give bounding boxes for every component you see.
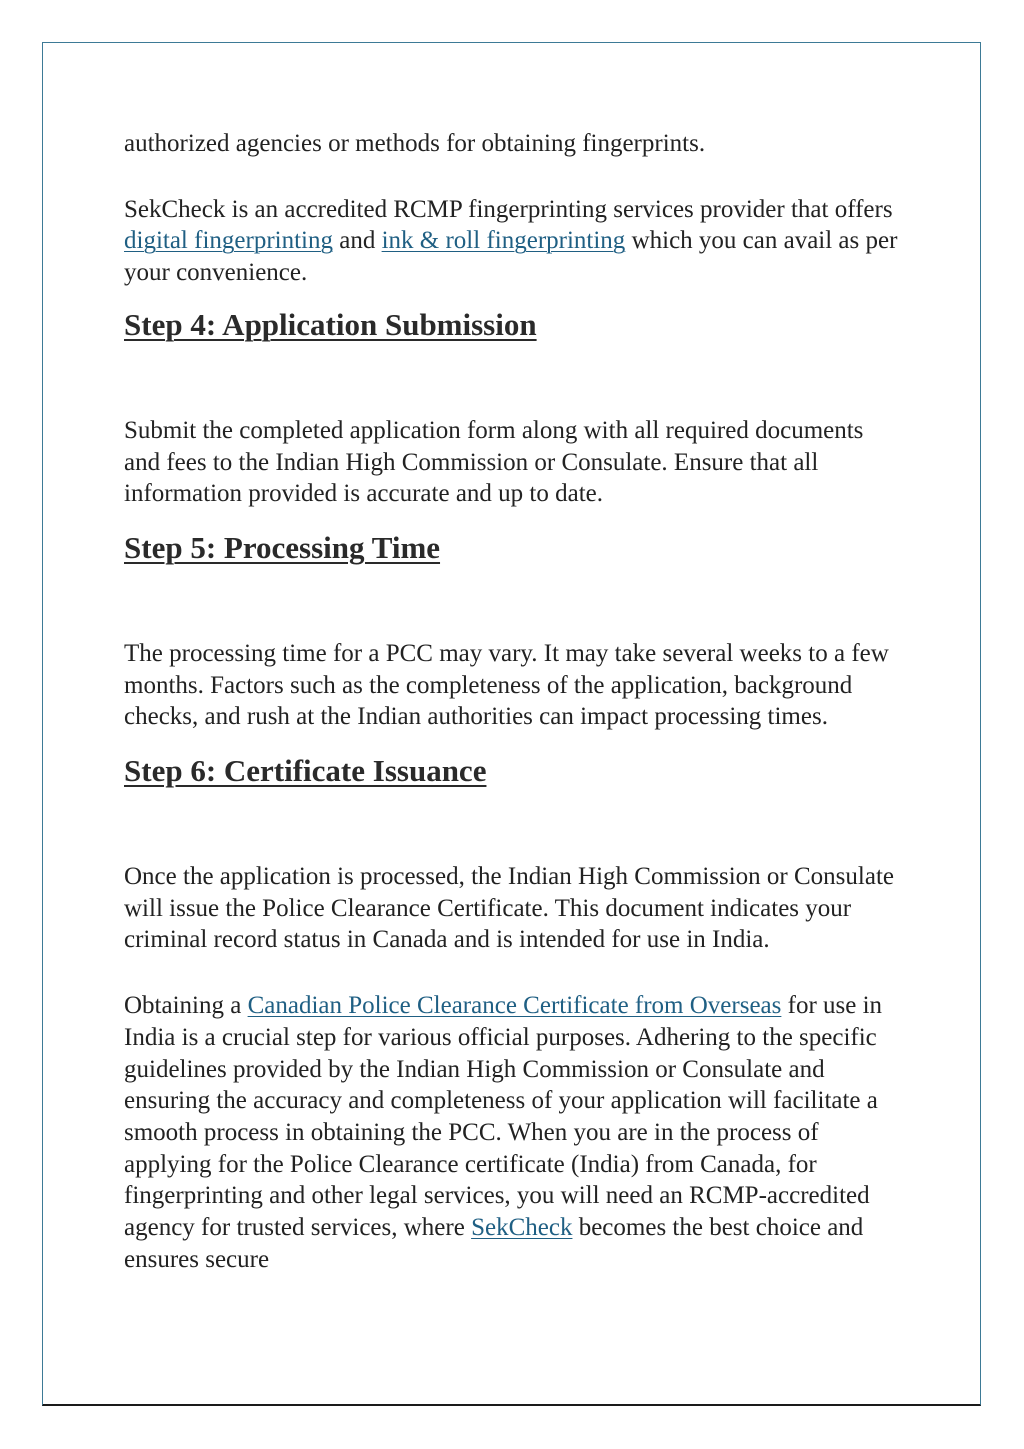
paragraph-fingerprint-methods: authorized agencies or methods for obtaining fingerprints. bbox=[124, 130, 706, 157]
link-ink-roll-fingerprinting[interactable]: ink & roll fingerprinting bbox=[381, 227, 626, 255]
link-canadian-pcc-overseas[interactable]: Canadian Police Clearance Certificate from Overseas bbox=[247, 992, 782, 1020]
link-digital-fingerprinting[interactable]: digital fingerprinting bbox=[124, 227, 333, 255]
paragraph-sekcheck-intro bbox=[124, 194, 904, 289]
paragraph-step-6: Once the application is processed, the Indian High Commission or Consulate will issue the Police Clearance Certificate. This document indicates your criminal record status in Canada and is intended for use in India. bbox=[124, 863, 894, 954]
paragraph-conclusion bbox=[124, 990, 904, 1275]
heading-step-4: Step 4: Application Submission bbox=[124, 306, 537, 342]
text-span: Obtaining a bbox=[124, 992, 248, 1020]
paragraph-step-5: The processing time for a PCC may vary. It may take several weeks to a few months. Factors such as the completeness of the application, background checks, and rush at the Indian authorities can impact processing times. bbox=[124, 639, 889, 731]
text-span: for use in India is a crucial step for various official purposes. Adhering to the specific guidelines provided by the Indian High Commission or Consulate and ensuring the accuracy and completeness of your application will facilitate a smooth process in obtaining the PCC. When you are in the process of applying for the Police Clearance certificate (India) from Canada, for fingerprinting and other legal services, you will need an RCMP-accredited agency for trusted services, where bbox=[124, 992, 883, 1242]
heading-step-5: Step 5: Processing Time bbox=[124, 529, 441, 565]
link-sekcheck[interactable]: SekCheck bbox=[471, 1214, 573, 1242]
text-span: which you can avail as per your convenience. bbox=[124, 227, 898, 287]
paragraph-step-4: Submit the completed application form along with all required documents and fees to the Indian High Commission or Consulate. Ensure that all information provided is accurate and up to date. bbox=[124, 416, 864, 508]
document-body bbox=[124, 128, 904, 1275]
text-span: and bbox=[332, 227, 382, 255]
text-span: SekCheck is an accredited RCMP fingerprinting services provider that offers bbox=[124, 195, 893, 223]
heading-step-6: Step 6: Certificate Issuance bbox=[124, 753, 487, 789]
text-span: becomes the best choice and ensures secure bbox=[124, 1214, 864, 1273]
